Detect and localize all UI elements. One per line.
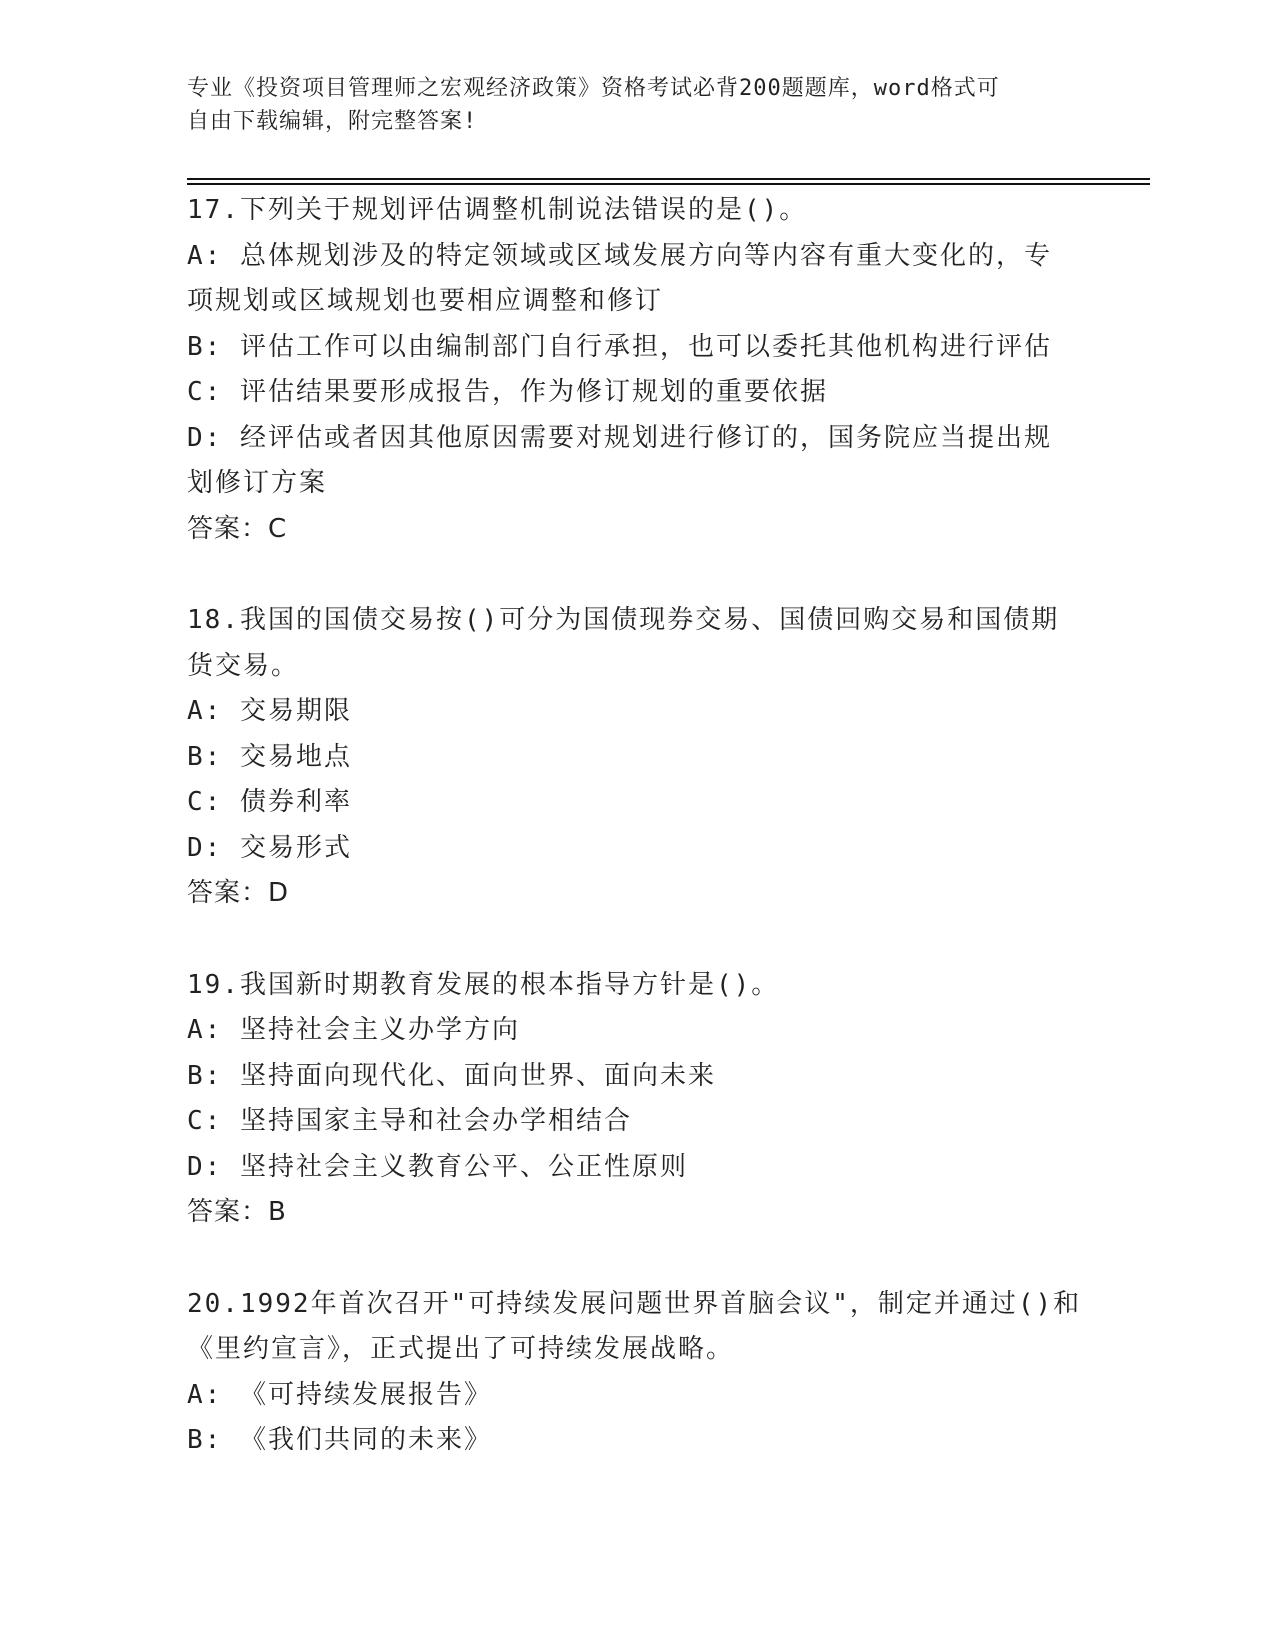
option-line: C: 评估结果要形成报告，作为修订规划的重要依据 [187,377,828,407]
question-spacer [187,917,1087,963]
option-line: C: 坚持国家主导和社会办学相结合 [187,1106,632,1136]
option-line: D: 坚持社会主义教育公平、公正性原则 [187,1151,688,1182]
question-block [187,1282,1087,1464]
answer-line: 答案：C [187,513,288,544]
question-spacer [187,552,1087,598]
option-line: B: 《我们共同的未来》 [187,1425,492,1455]
question-stem: 《里约宣言》，正式提出了可持续发展战略。 [187,1334,735,1364]
option-line: A: 交易期限 [187,696,352,726]
question-stem: 17.下列关于规划评估调整机制说法错误的是()。 [187,195,808,225]
option-line: B: 坚持面向现代化、面向世界、面向未来 [187,1060,716,1091]
header-rule-top [187,178,1150,180]
question-stem: 20.1992年首次召开"可持续发展问题世界首脑会议"，制定并通过()和 [187,1288,1082,1319]
option-line: B: 交易地点 [187,741,352,772]
header-rule-bottom [187,183,1150,185]
document-header [187,72,1067,138]
question-block [187,598,1087,917]
question-stem: 18.我国的国债交易按()可分为国债现券交易、国债回购交易和国债期 [187,605,1060,635]
question-stem: 货交易。 [187,650,300,681]
question-block [187,963,1087,1236]
question-list [187,188,1087,1464]
question-block [187,188,1087,552]
answer-line: 答案：B [187,1197,287,1227]
header-line-2: 自由下载编辑，附完整答案! [187,109,478,134]
option-line: A: 坚持社会主义办学方向 [187,1015,520,1045]
option-line: C: 债券利率 [187,787,352,817]
answer-line: 答案：D [187,878,290,908]
option-line: D: 经评估或者因其他原因需要对规划进行修订的，国务院应当提出规 [187,422,1052,453]
option-line: B: 评估工作可以由编制部门自行承担，也可以委托其他机构进行评估 [187,331,1052,362]
option-line: A: 《可持续发展报告》 [187,1379,492,1410]
option-line: D: 交易形式 [187,832,352,863]
option-line: A: 总体规划涉及的特定领域或区域发展方向等内容有重大变化的，专 [187,240,1052,271]
option-line: 划修订方案 [187,468,328,498]
question-spacer [187,1236,1087,1282]
header-line-1: 专业《投资项目管理师之宏观经济政策》资格考试必背200题题库，word格式可 [187,76,1000,101]
question-stem: 19.我国新时期教育发展的根本指导方针是()。 [187,969,780,1000]
option-line: 项规划或区域规划也要相应调整和修订 [187,286,664,316]
